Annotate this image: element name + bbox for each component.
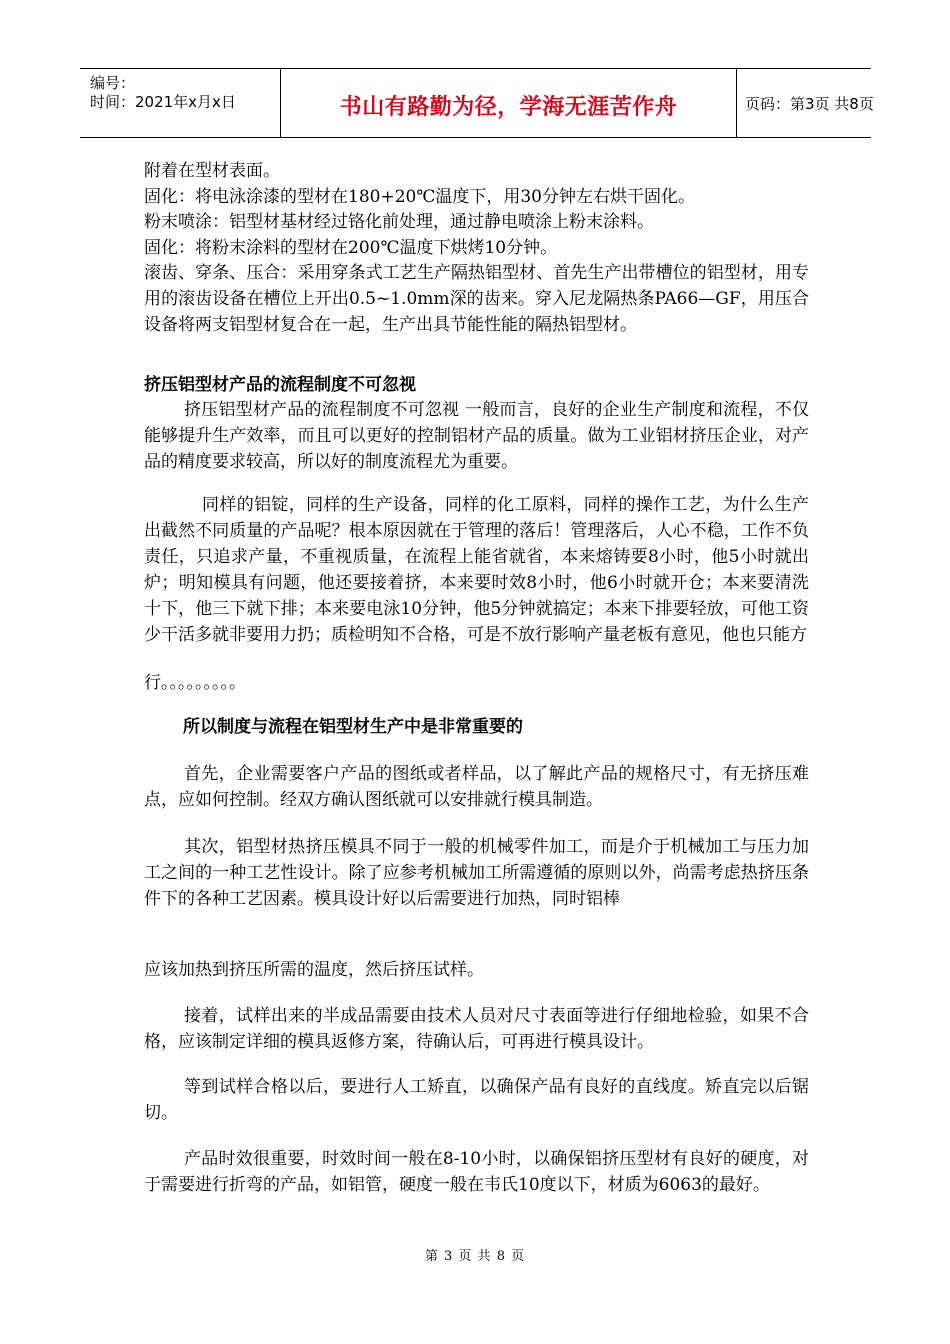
paragraph-heating: 应该加热到挤压所需的温度，然后挤压试样。 (144, 960, 484, 980)
paragraph-intro: 挤压铝型材产品的流程制度不可忽视 一般而言，良好的企业生产制度和流程，不仅能够提升生产效率，而且可以更好的控制铝材产品的质量。做为工业铝材挤压企业，对产品的精度要求较高，所以好的制度流程尤为重要。 (144, 400, 809, 472)
header-meta-cell (80, 69, 281, 137)
paragraph-same-materials-end: 行。。。。。。。。。 (144, 673, 246, 693)
body-line-1: 附着在型材表面。 (144, 161, 280, 181)
body-line-4: 固化：将粉末涂料的型材在200℃温度下烘烤10分钟。 (144, 238, 558, 258)
header-motto-cell (281, 69, 737, 137)
header-motto: 书山有路勤为径，学海无涯苦作舟 (339, 95, 678, 120)
heading-importance: 所以制度与流程在铝型材生产中是非常重要的 (183, 717, 523, 737)
paragraph-rolling: 滚齿、穿条、压合：采用穿条式工艺生产隔热铝型材、首先生产出带槽位的铝型材，用专用的滚齿设备在槽位上开出0.5~1.0mm深的齿来。穿入尼龙隔热条PA66—GF，用压合设备将两支铝型材复合在一起，生产出具节能性能的隔热铝型材。 (144, 263, 809, 335)
paragraph-second: 其次，铝型材热挤压模具不同于一般的机械零件加工，而是介于机械加工与压力加工之间的一种工艺性设计。除了应参考机械加工所需遵循的原则以外，尚需考虑热挤压条件下的各种工艺因素。模具设计好以后需要进行加热，同时铝棒 (144, 837, 809, 909)
body-line-2: 固化：将电泳涂漆的型材在180+20℃温度下，用30分钟左右烘干固化。 (144, 187, 695, 207)
header-page-cell (737, 69, 874, 137)
paragraph-next: 接着，试样出来的半成品需要由技术人员对尺寸表面等进行仔细地检验，如果不合格，应该制定详细的模具返修方案，待确认后，可再进行模具设计。 (144, 1006, 809, 1052)
paragraph-aging: 产品时效很重要，时效时间一般在8-10小时，以确保铝挤压型材有良好的硬度，对于需要进行折弯的产品，如铝管，硬度一般在韦氏10度以下，材质为6063的最好。 (144, 1149, 809, 1195)
number-label: 编号： (90, 74, 136, 92)
date-label: 时间：2021年x月x日 (90, 93, 236, 111)
paragraph-first: 首先，企业需要客户产品的图纸或者样品，以了解此产品的规格尺寸，有无挤压难点，应如何控制。经双方确认图纸就可以安排就行模具制造。 (144, 764, 809, 810)
document-header (80, 68, 874, 138)
footer-page-number: 第 3 页 共 8 页 (424, 1249, 526, 1264)
paragraph-straightening: 等到试样合格以后，要进行人工矫直，以确保产品有良好的直线度。矫直完以后锯切。 (144, 1077, 809, 1123)
body-line-3: 粉末喷涂：铝型材基材经过铬化前处理，通过静电喷涂上粉末涂料。 (144, 212, 654, 232)
paragraph-same-materials: 同样的铝锭，同样的生产设备，同样的化工原料，同样的操作工艺，为什么生产出截然不同质量的产品呢？根本原因就在于管理的落后！管理落后，人心不稳，工作不负责任，只追求产量，不重视质量，在流程上能省就省，本来熔铸要8小时，他5小时就出炉；明知模具有问题，他还要接着挤，本来要时效8小时，他6小时就开仓；本来要清洗十下，他三下就下排；本来要电泳10分钟，他5分钟就搞定；本来下排要轻放，可他工资少干活多就非要用力扔；质检明知不合格，可是不放行影响产量老板有意见，他也只能方 (144, 495, 809, 645)
heading-process-system: 挤压铝型材产品的流程制度不可忽视 (144, 375, 416, 395)
header-page-number: 页码：第3页 共8页 (745, 95, 874, 113)
